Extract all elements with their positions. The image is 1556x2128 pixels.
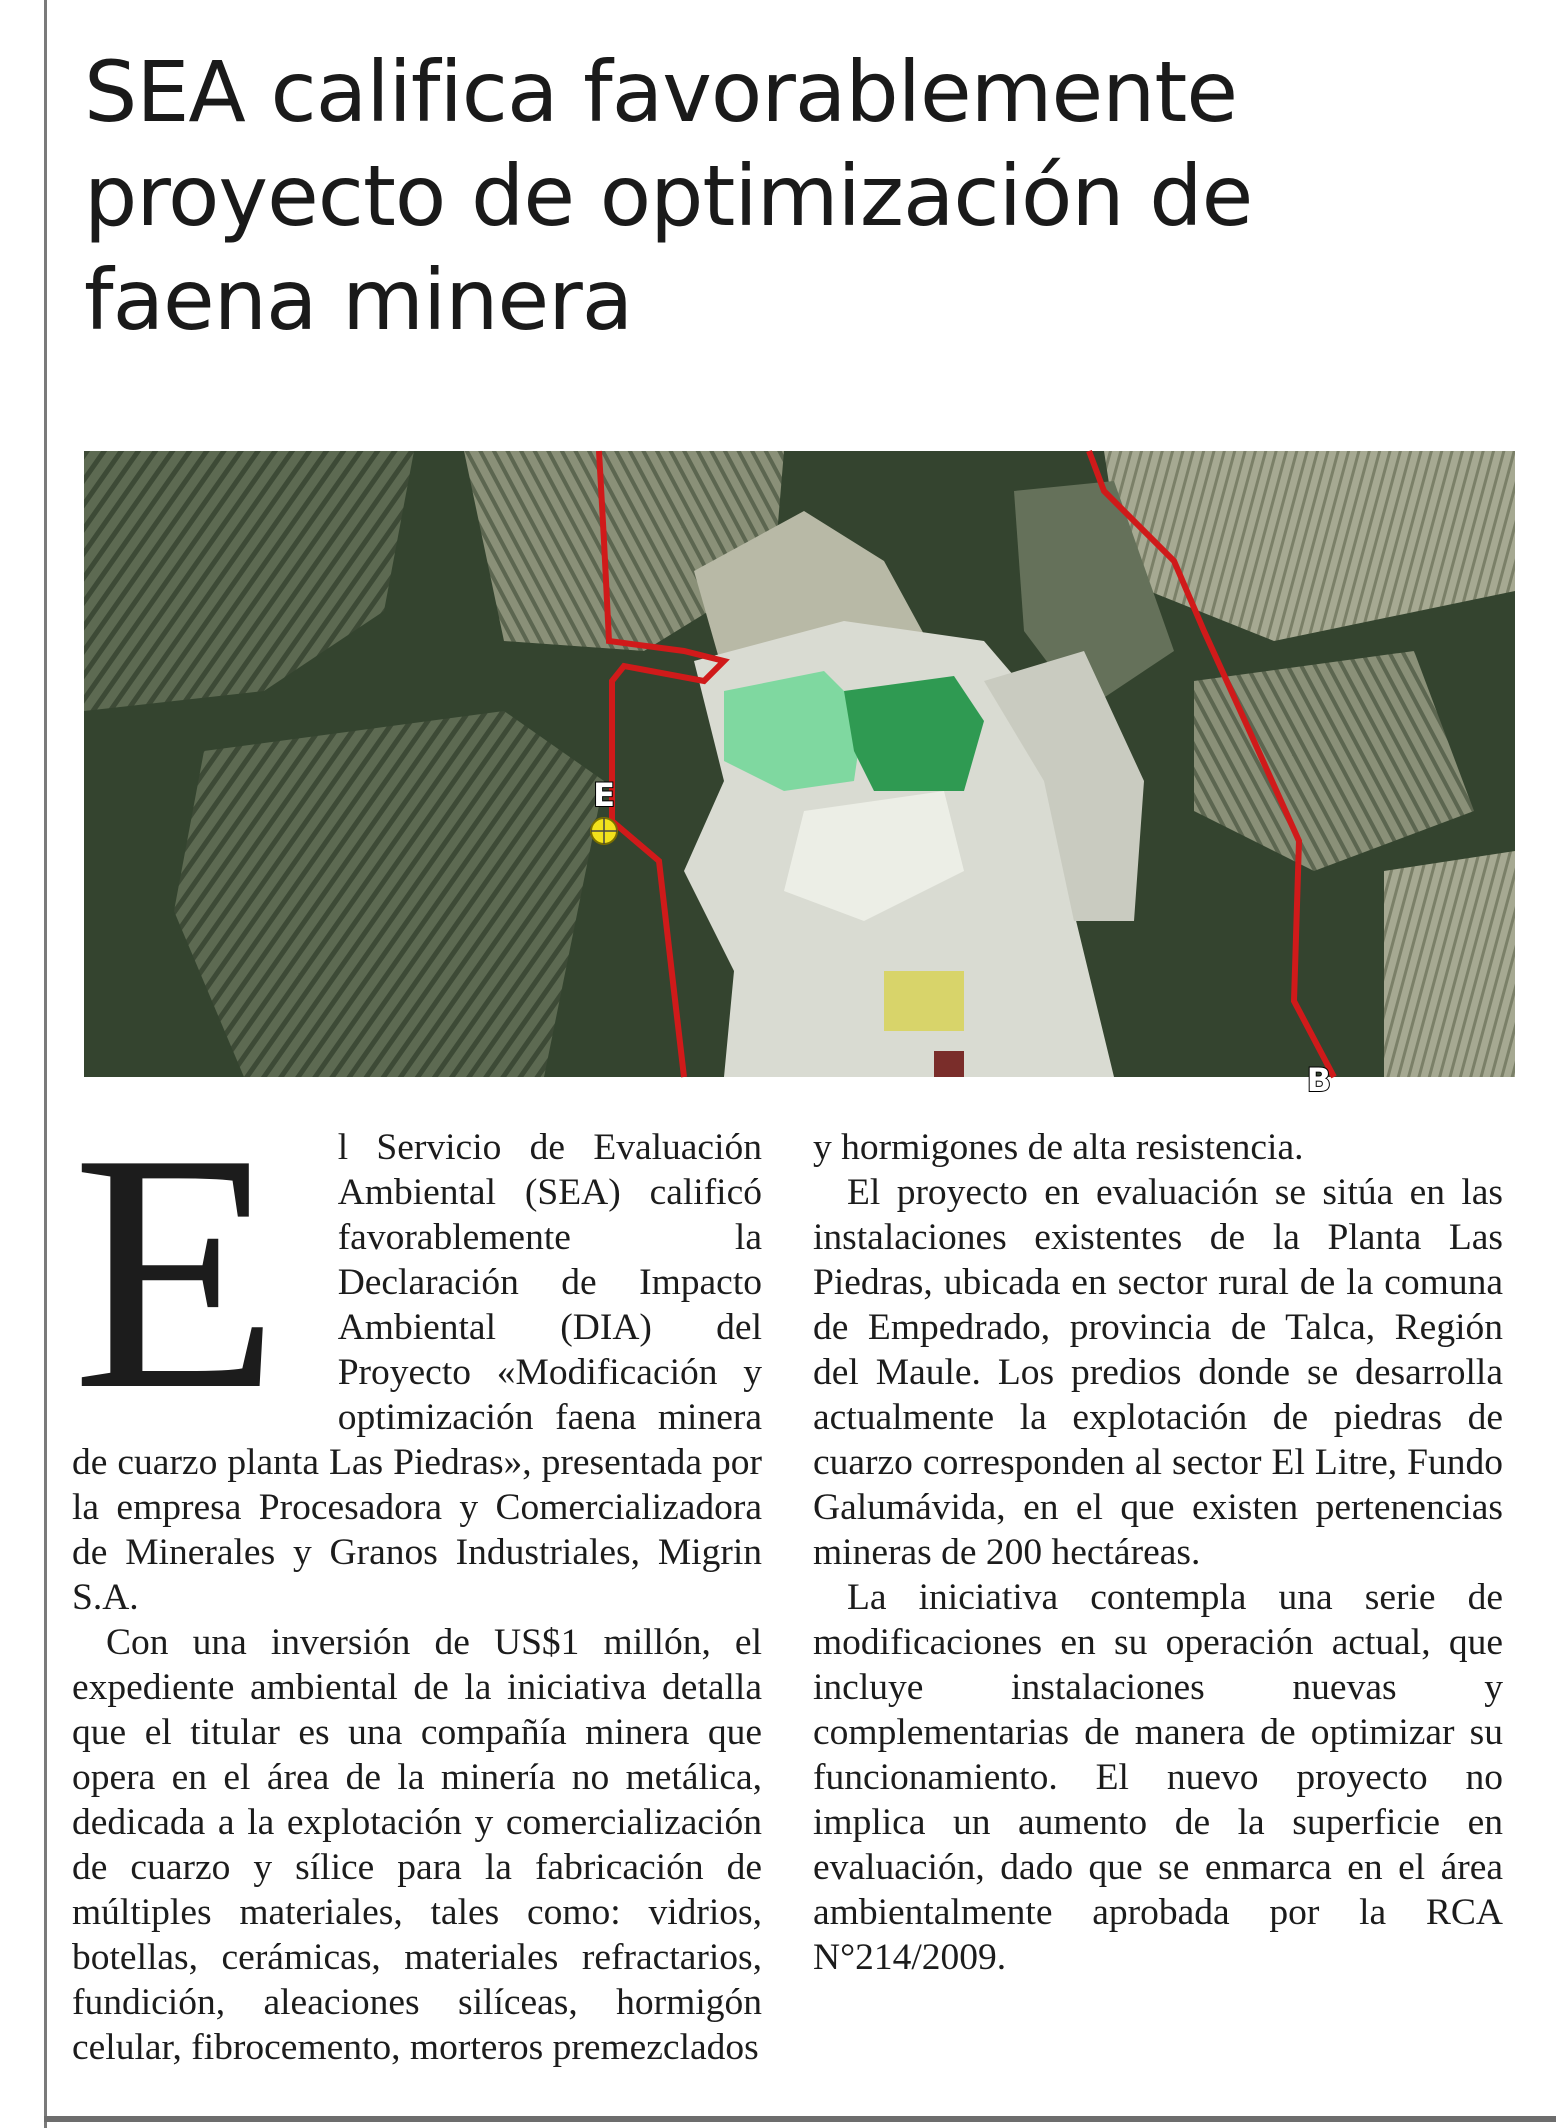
pond-yellow <box>884 971 964 1031</box>
drop-cap: E <box>72 1083 280 1460</box>
paragraph-2-continued: y hormigones de alta resistencia. <box>813 1127 1304 1168</box>
article-column-left <box>72 1083 762 2070</box>
marker-e-label: E <box>593 776 615 814</box>
paragraph-2: Con una inversión de US$1 millón, el expediente ambiental de la iniciativa detalla que el titular es una compañía minera que opera en el área de la minería no metálica, dedicada a la explotación y comercialización de cuarzo y sílice para la fabricación de múltiples materiales, tales como: vidrios, botellas, cerámicas, materiales refractarios, fundición, aleaciones silíceas, hormigón celular, fibrocemento, morteros premezclados <box>72 1622 762 2068</box>
paragraph-4: La iniciativa contempla una serie de modificaciones en su operación actual, que incluye instalaciones nuevas y complementarias de manera de optimizar su funcionamiento. El nuevo proyecto no implica un aumento de la superficie en evaluación, dado que se enmarca en el área ambientalmente aprobada por la RCA N°214/2009. <box>813 1577 1503 1978</box>
headline-line-2: proyecto de optimización de <box>84 147 1253 245</box>
plantation-patch <box>1384 851 1515 1077</box>
aerial-photo <box>84 451 1515 1099</box>
page-bottom-rule <box>44 2116 1556 2122</box>
aerial-photo-map <box>84 451 1515 1099</box>
page-left-rule <box>44 0 47 2128</box>
paragraph-3: El proyecto en evaluación se sitúa en las instalaciones existentes de la Planta Las Piedras, ubicada en sector rural de la comuna de Empedrado, provincia de Talca, Región del Maule. Los predios donde se desarrolla actualmente la explotación de piedras de cuarzo corresponden al sector El Litre, Fundo Galumávida, en el que existen pertenencias mineras de 200 hectáreas. <box>813 1172 1503 1573</box>
pond-red <box>934 1051 964 1077</box>
headline-line-3: faena minera <box>84 251 633 349</box>
article-headline <box>84 40 1504 352</box>
marker-b-label: B <box>1306 1061 1332 1099</box>
paragraph-1: l Servicio de Evaluación Ambiental (SEA) calificó favorablemente la Declaración de Impacto Ambiental (DIA) del Proyecto «Modificación y optimización faena minera de cuarzo planta Las Piedras», presentada por la empresa Procesadora y Comercializadora de Minerales y Granos Industriales, Migrin S.A. <box>72 1127 762 1618</box>
plantation-patch <box>174 711 604 1077</box>
article-column-right <box>813 1125 1503 1980</box>
headline-line-1: SEA califica favorablemente <box>84 43 1238 141</box>
